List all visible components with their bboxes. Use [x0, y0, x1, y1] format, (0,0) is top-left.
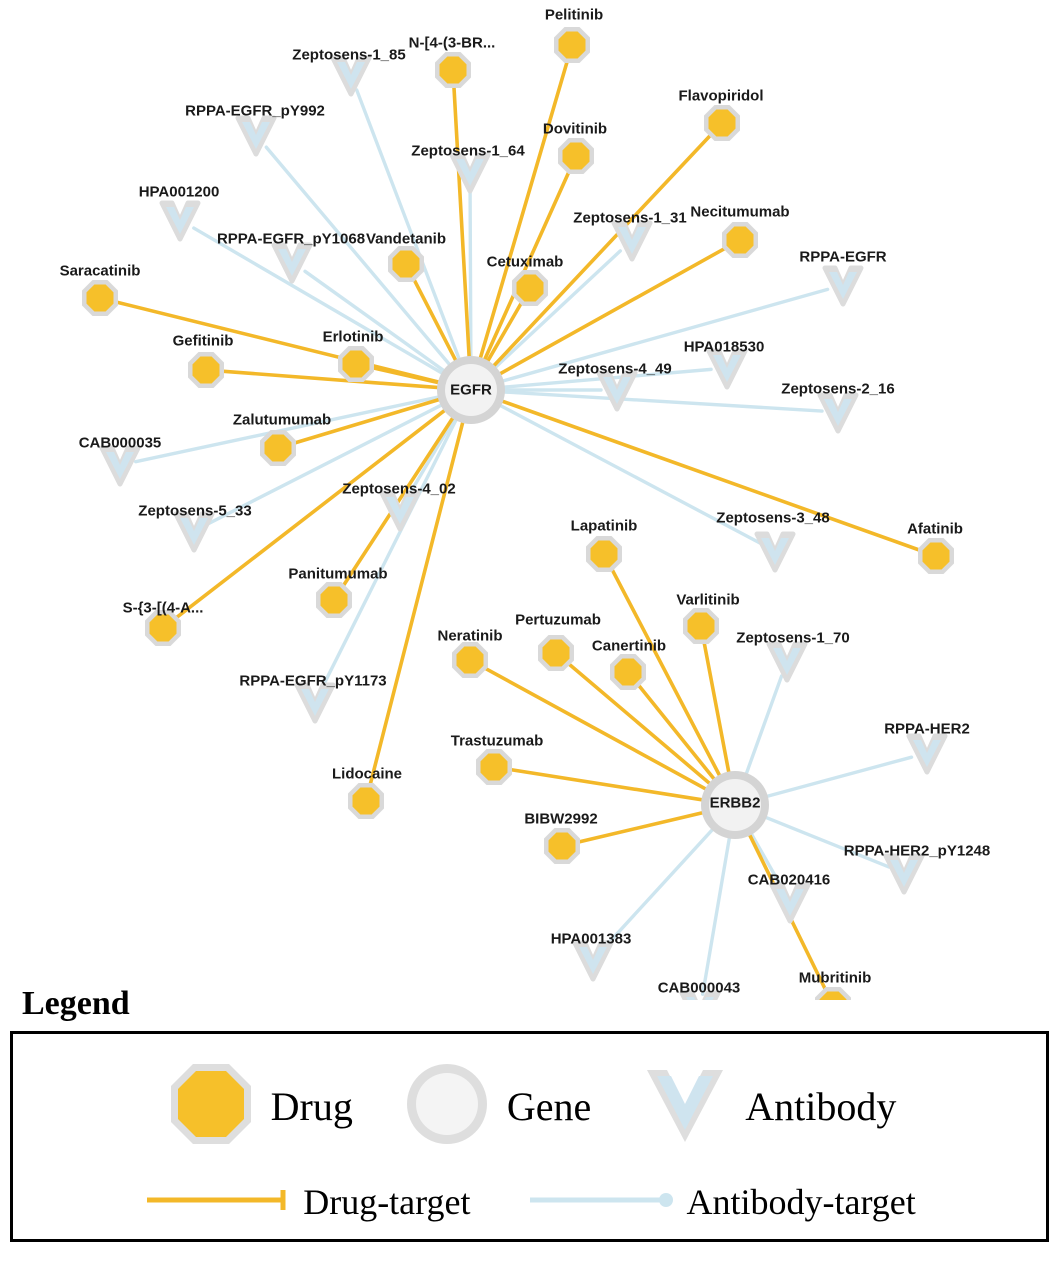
drug-label: Cetuximab [486, 253, 564, 271]
drug-node[interactable] [457, 647, 484, 674]
edge [768, 757, 912, 796]
drug-node[interactable] [563, 143, 590, 170]
drug-node[interactable] [615, 659, 642, 686]
drug-node[interactable] [709, 110, 736, 137]
edge [501, 248, 726, 374]
antibody-label: Zeptosens-3_48 [716, 509, 830, 527]
edge [767, 818, 890, 867]
drug-node[interactable] [549, 833, 576, 860]
drug-label: Erlotinib [322, 328, 384, 346]
legend-item-antibody [637, 1056, 896, 1157]
edge [322, 420, 456, 687]
antibody-label: Zeptosens-4_02 [342, 480, 456, 498]
gene-node[interactable] [445, 364, 497, 416]
drug-node[interactable] [591, 541, 618, 568]
antibody-label: CAB020416 [747, 871, 831, 889]
antibody-label: Zeptosens-5_33 [138, 502, 252, 520]
legend-box [10, 1031, 1049, 1242]
legend-label-drug: Drug [270, 1083, 353, 1129]
drug-target-edge-icon [143, 1185, 293, 1220]
antibody-target-edge-icon [526, 1185, 676, 1220]
edge [503, 401, 921, 550]
legend-edge-row [13, 1174, 1046, 1230]
legend-item-gene [399, 1056, 591, 1157]
legend-label-gene: Gene [506, 1083, 592, 1129]
antibody-label: Zeptosens-2_16 [781, 380, 895, 398]
antibody-label: Zeptosens-1_85 [292, 46, 406, 64]
antibody-label: HPA001200 [138, 183, 220, 201]
drug-label: N-[4-(3-BR... [408, 34, 496, 52]
antibody-label: Zeptosens-4_49 [558, 360, 672, 378]
antibody-label: RPPA-EGFR_pY992 [185, 102, 325, 120]
drug-node[interactable] [393, 251, 420, 278]
edge [747, 676, 782, 773]
edge [470, 188, 471, 356]
edge [703, 839, 730, 995]
drug-label: Necitumumab [690, 203, 790, 221]
antibody-label: RPPA-EGFR_pY1173 [239, 672, 387, 690]
edge-layer [116, 60, 921, 994]
edge [372, 368, 438, 383]
drug-label: Vandetanib [365, 230, 447, 248]
drug-node[interactable] [193, 357, 220, 384]
legend-title: Legend [22, 985, 130, 1022]
drug-node[interactable] [321, 587, 348, 614]
antibody-label: CAB000043 [657, 979, 741, 997]
legend-label-antibody: Antibody [745, 1083, 897, 1129]
drug-node[interactable] [87, 285, 114, 312]
legend-label-antibody-target: Antibody-target [686, 1182, 916, 1222]
antibody-label: Zeptosens-1_64 [411, 142, 525, 160]
edge [496, 251, 620, 367]
drug-label: Mubritinib [798, 969, 872, 987]
drug-label: S-{3-[(4-A... [122, 599, 204, 617]
drug-label: Lidocaine [331, 765, 403, 783]
edge [370, 423, 463, 786]
drug-label: Trastuzumab [450, 732, 544, 750]
drug-node[interactable] [343, 351, 370, 378]
antibody-label: CAB000035 [78, 434, 162, 452]
drug-label: Flavopiridol [678, 87, 764, 105]
drug-node[interactable] [543, 640, 570, 667]
gene-label: EGFR [450, 381, 492, 399]
antibody-label: RPPA-HER2_pY1248 [843, 842, 991, 860]
antibody-label: Zeptosens-1_31 [573, 209, 687, 227]
drug-label: Gefitinib [172, 332, 234, 350]
antibody-chevron-icon [637, 1056, 733, 1157]
node-layer [82, 27, 954, 1000]
gene-circle-icon [399, 1056, 495, 1157]
legend-node-row [13, 1056, 1046, 1156]
drug-label: BIBW2992 [524, 810, 598, 828]
gene-node[interactable] [709, 779, 761, 831]
legend-item-drug-target [143, 1181, 470, 1223]
drug-octagon-icon [163, 1056, 259, 1157]
gene-label: ERBB2 [709, 794, 761, 812]
drug-node[interactable] [688, 613, 715, 640]
drug-node[interactable] [440, 57, 467, 84]
drug-label: Pertuzumab [515, 611, 601, 629]
drug-node[interactable] [353, 788, 380, 815]
drug-node[interactable] [481, 754, 508, 781]
edge [510, 769, 702, 799]
antibody-label: RPPA-HER2 [884, 720, 970, 738]
drug-node[interactable] [727, 227, 754, 254]
edge [752, 835, 782, 889]
drug-label: Zalutumumab [232, 411, 332, 429]
drug-label: Saracatinib [59, 262, 141, 280]
antibody-label: RPPA-EGFR_pY1068 [216, 230, 366, 248]
drug-label: Panitumumab [288, 565, 388, 583]
drug-node[interactable] [923, 543, 950, 570]
legend-item-drug [163, 1056, 353, 1157]
legend-label-drug-target: Drug-target [303, 1182, 471, 1222]
antibody-label: HPA001383 [550, 930, 632, 948]
drug-label: Canertinib [591, 637, 667, 655]
edge [505, 392, 822, 411]
drug-node[interactable] [265, 435, 292, 462]
edge [578, 813, 702, 842]
drug-label: Dovitinib [542, 120, 608, 138]
antibody-label: HPA018530 [683, 338, 765, 356]
antibody-label: RPPA-EGFR [799, 248, 887, 266]
antibody-label: Zeptosens-1_70 [736, 629, 850, 647]
drug-node[interactable] [150, 615, 177, 642]
drug-node[interactable] [517, 275, 544, 302]
drug-label: Neratinib [437, 627, 503, 645]
drug-label: Afatinib [907, 520, 963, 538]
drug-label: Varlitinib [676, 591, 740, 609]
edge [454, 86, 469, 356]
drug-label: Lapatinib [570, 517, 638, 535]
legend [0, 985, 1059, 1242]
legend-item-antibody-target [526, 1181, 915, 1223]
drug-label: Pelitinib [544, 6, 604, 24]
edge [604, 830, 712, 948]
drug-node[interactable] [559, 32, 586, 59]
edge [501, 406, 761, 544]
